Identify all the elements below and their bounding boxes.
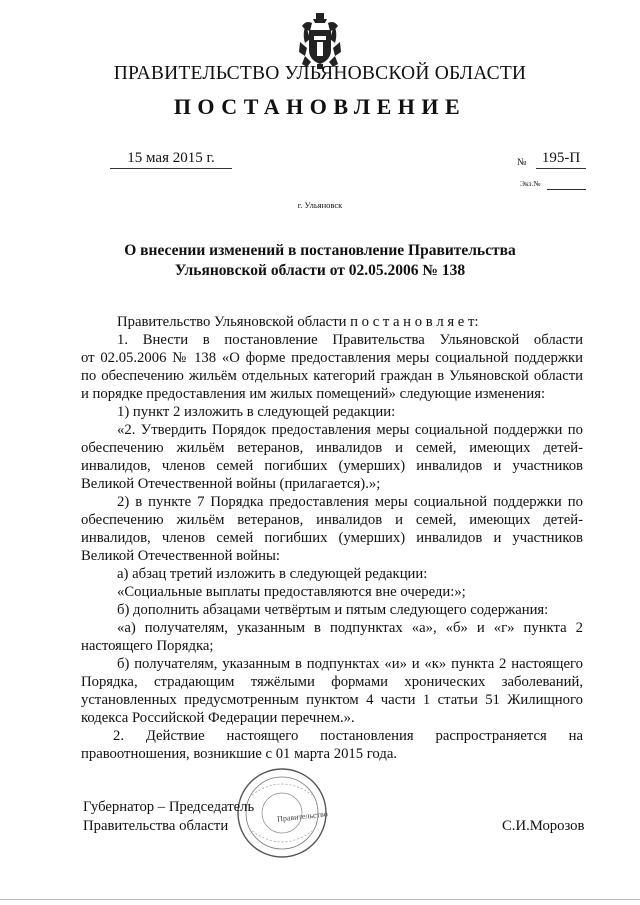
- body-line: Правительство Ульяновской области п о с т а н о в л я е т:: [117, 314, 479, 330]
- body-line: б) дополнить абзацами четвёртым и пятым следующего содержания:: [117, 602, 549, 618]
- subject-line-2: Ульяновской области от 02.05.2006 № 138: [174, 262, 466, 279]
- body-line: 2. Действие настоящего постановления распространяется на: [113, 728, 583, 744]
- body-line: обеспечению жильём ветеранов, инвалидов и семей, имеющих детей-: [81, 440, 583, 456]
- coat-of-arms-icon: [297, 12, 343, 70]
- page-bottom-divider: [0, 899, 640, 900]
- body-line: правоотношения, возникшие с 01 марта 2015 года.: [81, 746, 398, 762]
- body-line: инвалидов, членов семей погибших (умерших) инвалидов и участников: [81, 458, 583, 474]
- body-line: 1) пункт 2 изложить в следующей редакции:: [117, 404, 396, 420]
- body-line: установленных предусмотренным пунктом 4 части 1 статьи 51 Жилищного: [81, 692, 583, 708]
- body-line: настоящего Порядка;: [81, 638, 214, 654]
- body-line: инвалидов, членов семей погибших (умерших) инвалидов и участников: [81, 530, 583, 546]
- document-date: 15 мая 2015 г.: [110, 150, 232, 169]
- body-line: «а) получателям, указанным в подпунктах «а», «б» и «г» пункта 2: [117, 620, 583, 636]
- signatory-title-line-2: Правительства области: [83, 818, 229, 834]
- body-line: 2) в пункте 7 Порядка предоставления меры социальной поддержки по: [117, 494, 583, 510]
- body-line: кодекса Российской Федерации перечнем.».: [81, 710, 355, 726]
- organization-title: ПРАВИТЕЛЬСТВО УЛЬЯНОВСКОЙ ОБЛАСТИ: [113, 63, 527, 84]
- subject-line-1: О внесении изменений в постановление Правительства: [124, 242, 516, 259]
- body-line: «2. Утвердить Порядок предоставления меры социальной поддержки по: [117, 422, 583, 438]
- number-sign: №: [517, 157, 527, 168]
- body-line: «Социальные выплаты предоставляются вне очереди:»;: [117, 584, 466, 600]
- document-number: 195-П: [536, 150, 586, 169]
- body-line: обеспечению жильём ветеранов, инвалидов и семей, имеющих детей-: [81, 512, 583, 528]
- body-line: и порядке предоставления им жилых помещений» следующие изменения:: [81, 386, 546, 402]
- stamp-text: Правительство: [276, 809, 329, 824]
- body-line: а) абзац третий изложить в следующей редакции:: [117, 566, 428, 582]
- body-line: по обеспечению жильём отдельных категорий граждан в Ульяновской области: [81, 368, 583, 384]
- document-type: ПОСТАНОВЛЕНИЕ: [173, 94, 467, 119]
- signatory-title-line-1: Губернатор – Председатель: [83, 799, 255, 815]
- body-line: Порядка, страдающим тяжёлыми формами хронических заболеваний,: [81, 674, 583, 690]
- body-line: от 02.05.2006 № 138 «О форме предоставления меры социальной поддержки: [81, 350, 583, 366]
- body-line: Великой Отечественной войны:: [81, 548, 280, 564]
- city: г. Ульяновск: [297, 200, 343, 210]
- body-line: Великой Отечественной войны (прилагается).»;: [81, 476, 381, 492]
- copy-number-field: [547, 189, 586, 190]
- copy-number-label: Экз.№: [520, 179, 541, 188]
- body-line: б) получателям, указанным в подпунктах «и» и «к» пункта 2 настоящего: [117, 656, 583, 672]
- body-line: 1. Внести в постановление Правительства Ульяновской области: [117, 332, 583, 348]
- signatory-name: С.И.Морозов: [502, 818, 585, 834]
